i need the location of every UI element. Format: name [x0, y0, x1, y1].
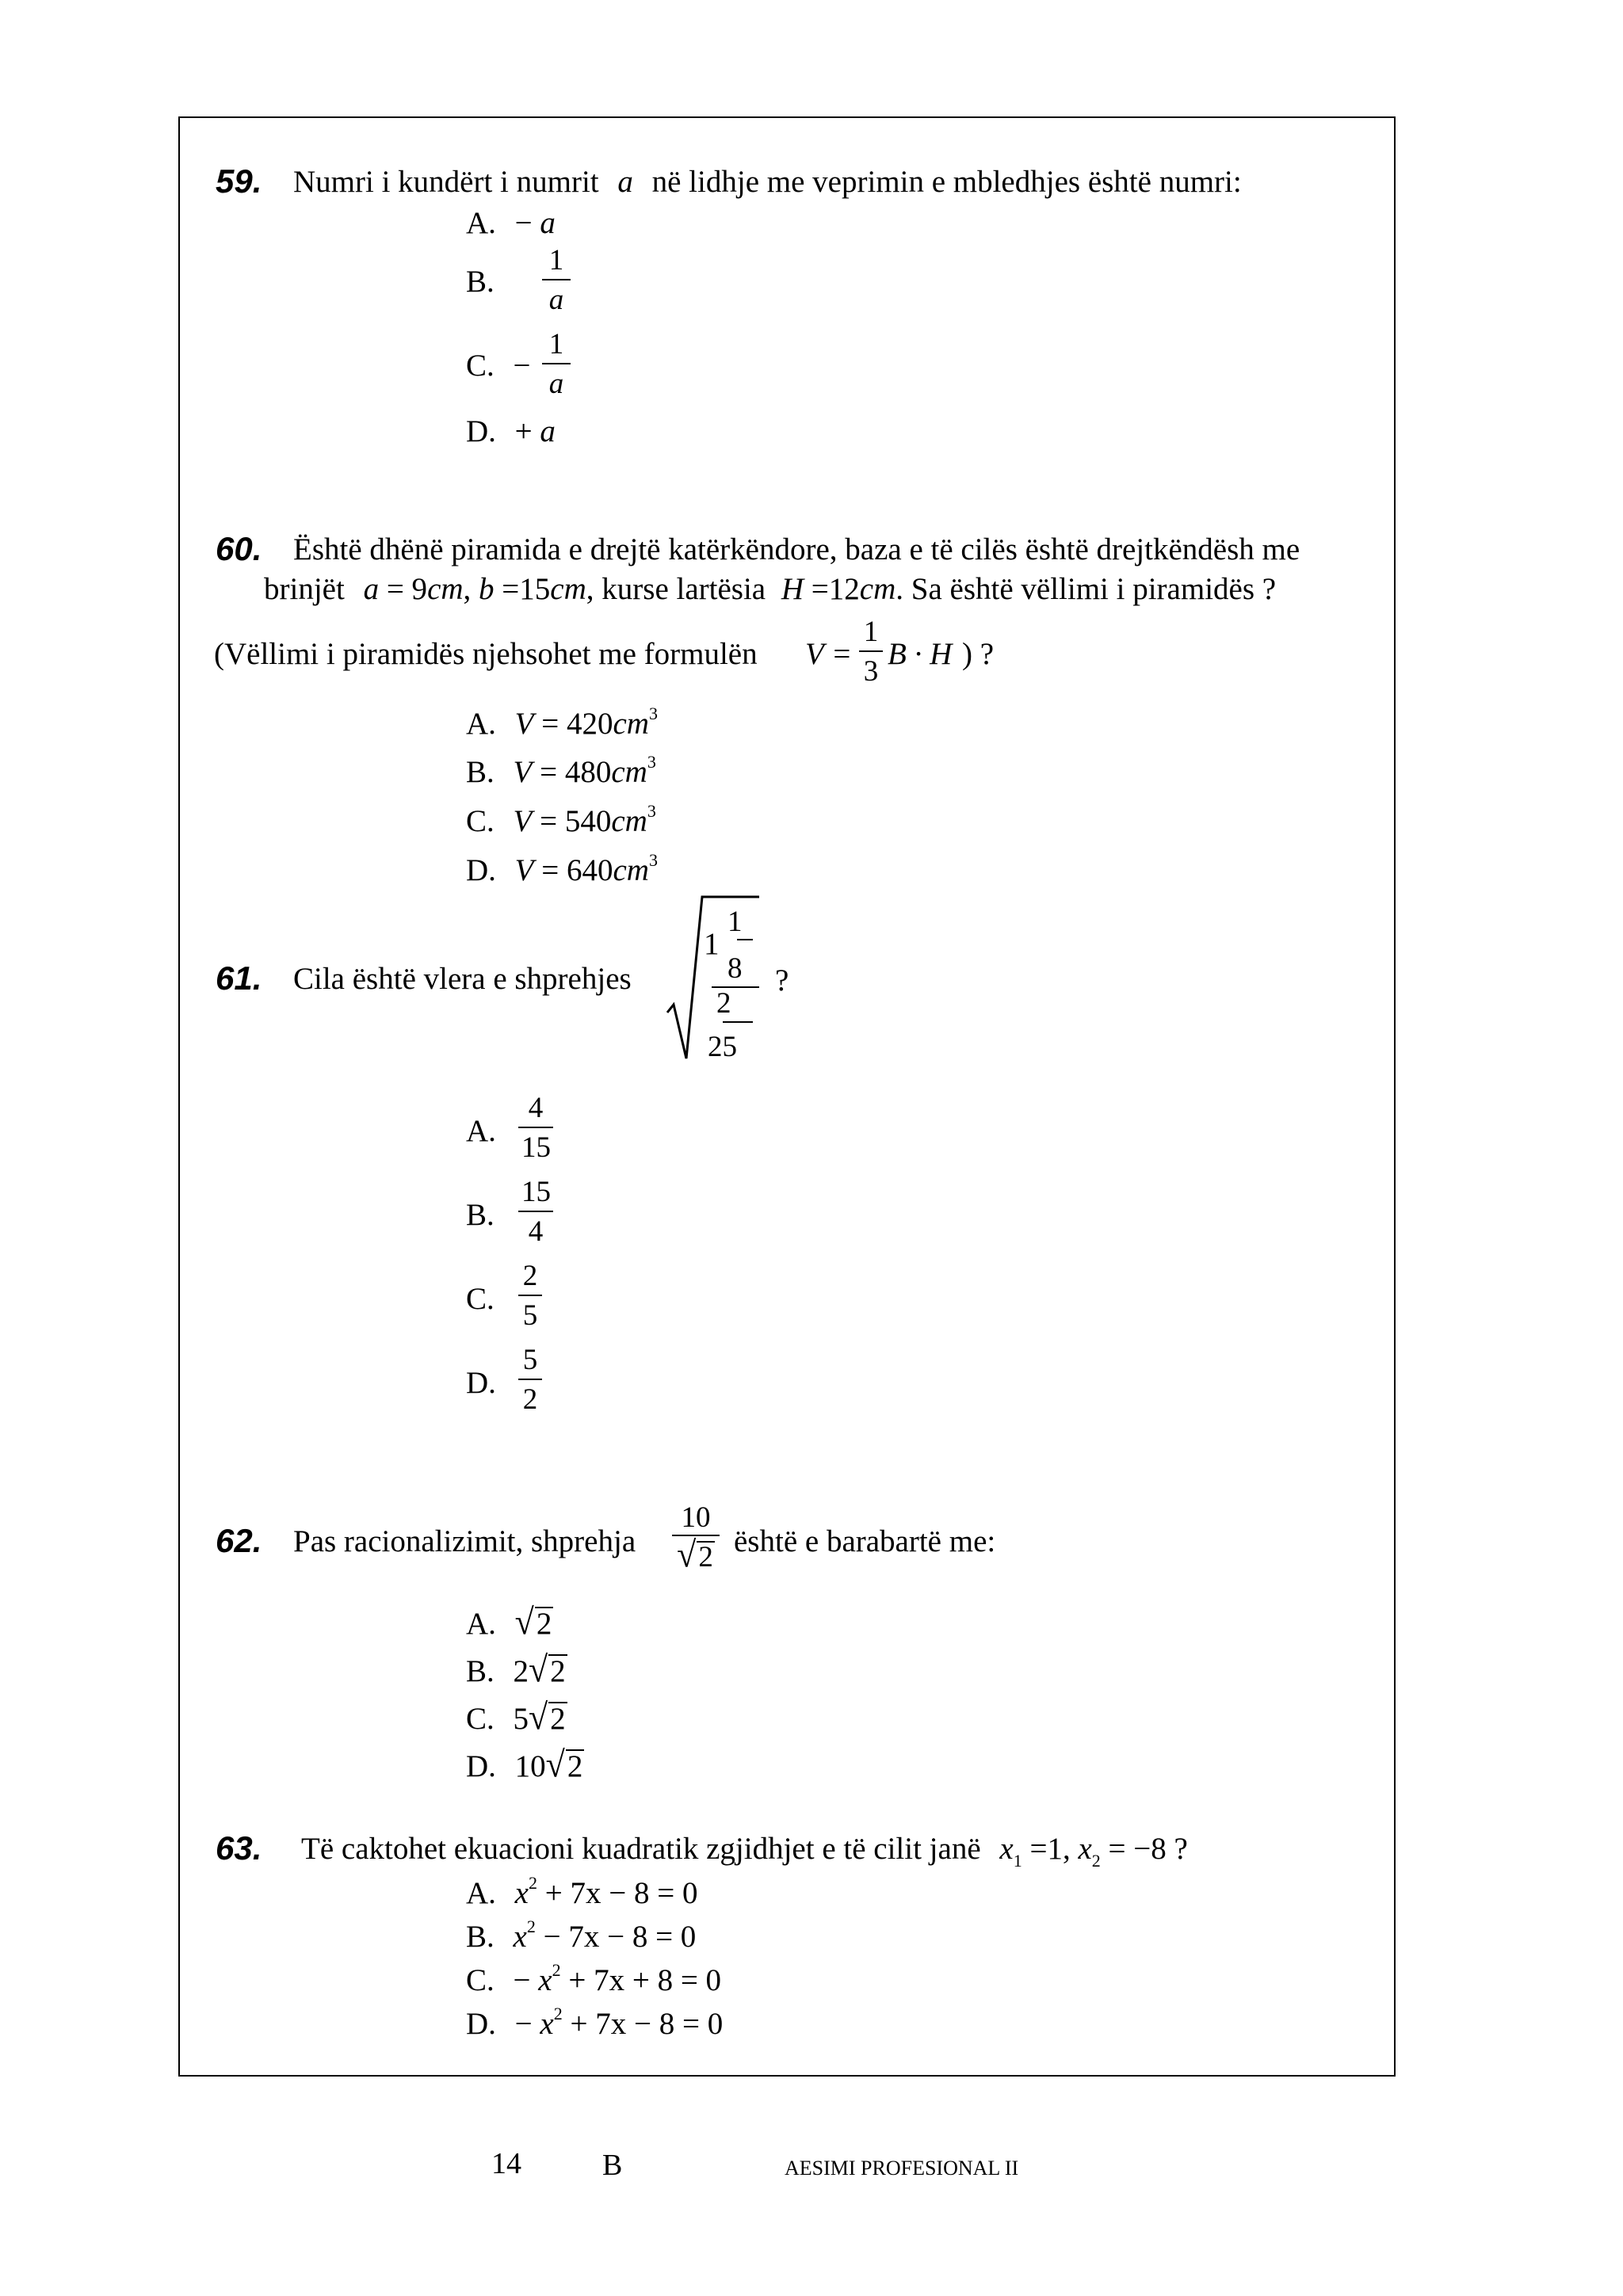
- question-62-text-after: është e barabartë me:: [734, 1524, 996, 1558]
- question-number-61: 61.: [216, 959, 262, 997]
- fraction-61-b: 15 4: [518, 1177, 553, 1246]
- mixed-whole: 1: [704, 927, 720, 961]
- option-62-b[interactable]: B. 2√2: [466, 1649, 566, 1691]
- question-61-text: Cila është vlera e shprehjes: [293, 962, 632, 996]
- option-61-c[interactable]: C.: [466, 1282, 495, 1316]
- page-number: 14: [491, 2147, 521, 2180]
- option-61-a[interactable]: A.: [466, 1114, 496, 1148]
- option-63-c[interactable]: C. − $x^2 + 7x + 8 = 0$: [466, 1960, 722, 1997]
- fraction-61-a: 4 15: [518, 1093, 553, 1162]
- fraction-59-c: 1 a: [542, 330, 571, 399]
- option-60-b[interactable]: B. $V = 480cm^3$: [466, 752, 656, 789]
- formula-end: ) ?: [962, 637, 995, 671]
- fraction-59-b: 1 a: [542, 246, 571, 315]
- mixed-inner-den: 8: [727, 952, 743, 985]
- fraction-61-c: 2 5: [518, 1261, 542, 1330]
- option-63-b[interactable]: B. $x^2 - 7x - 8 = 0$: [466, 1917, 697, 1954]
- exam-title: AESIMI PROFESIONAL II: [785, 2157, 1019, 2180]
- question-61-end: ?: [775, 963, 789, 997]
- option-61-b[interactable]: B.: [466, 1198, 495, 1232]
- option-61-d[interactable]: D.: [466, 1366, 496, 1400]
- question-62-text-before: Pas racionalizimit, shprehja: [293, 1524, 636, 1558]
- fraction-61-d: 5 2: [518, 1345, 542, 1414]
- option-60-d[interactable]: D. $V = 640cm^3$: [466, 850, 658, 887]
- option-63-a[interactable]: A. $x^2 + 7x - 8 = 0$: [466, 1873, 698, 1910]
- option-59-b[interactable]: B.: [466, 265, 495, 299]
- option-59-c[interactable]: C. −: [466, 349, 531, 383]
- fraction-62: 10 √2: [672, 1503, 720, 1573]
- question-number-60: 60.: [216, 530, 262, 567]
- option-62-c[interactable]: C. 5√2: [466, 1696, 566, 1738]
- option-63-d[interactable]: D. − $x^2 + 7x - 8 = 0$: [466, 2004, 724, 2041]
- formula-rhs: B · H: [888, 637, 953, 671]
- outer-denominator: 25: [708, 1031, 737, 1063]
- question-number-63: 63.: [216, 1829, 262, 1867]
- formula-fraction: 1 3: [859, 617, 883, 686]
- question-60-line2: brinjët a = 9cm, b =15cm, kurse lartësia H =12cm. Sa është vëllimi i piramidës ?: [264, 572, 1277, 606]
- question-number-62: 62.: [216, 1522, 262, 1559]
- questions-frame: [178, 116, 1396, 2077]
- mixed-inner-num: 1: [727, 906, 743, 938]
- option-60-c[interactable]: C. $V = 540cm^3$: [466, 801, 656, 838]
- option-62-d[interactable]: D. 10√2: [466, 1744, 583, 1786]
- option-60-a[interactable]: A. $V = 420cm^3$: [466, 704, 658, 741]
- question-number-59: 59.: [216, 162, 262, 200]
- middle-numerator: 2: [716, 987, 731, 1020]
- question-59-text: Numri i kundërt i numrit a në lidhje me veprimin e mbledhjes është numri:: [293, 165, 1242, 199]
- option-59-a[interactable]: A. − a: [466, 206, 556, 240]
- option-62-a[interactable]: A. √2: [466, 1601, 552, 1643]
- exam-variant: B: [602, 2149, 623, 2182]
- formula-lhs: V =: [805, 637, 853, 671]
- question-60-line1: Është dhënë piramida e drejtë katërkëndore, baza e të cilës është drejtkëndësh me: [293, 532, 1300, 566]
- question-63-text: Të caktohet ekuacioni kuadratik zgjidhjet e të cilit janë $x_1 =1$, $x_2 = -8$ ?: [301, 1832, 1188, 1871]
- option-59-d[interactable]: D. + a: [466, 414, 556, 448]
- question-60-formula-text: (Vëllimi i piramidës njehsohet me formulën: [214, 637, 758, 671]
